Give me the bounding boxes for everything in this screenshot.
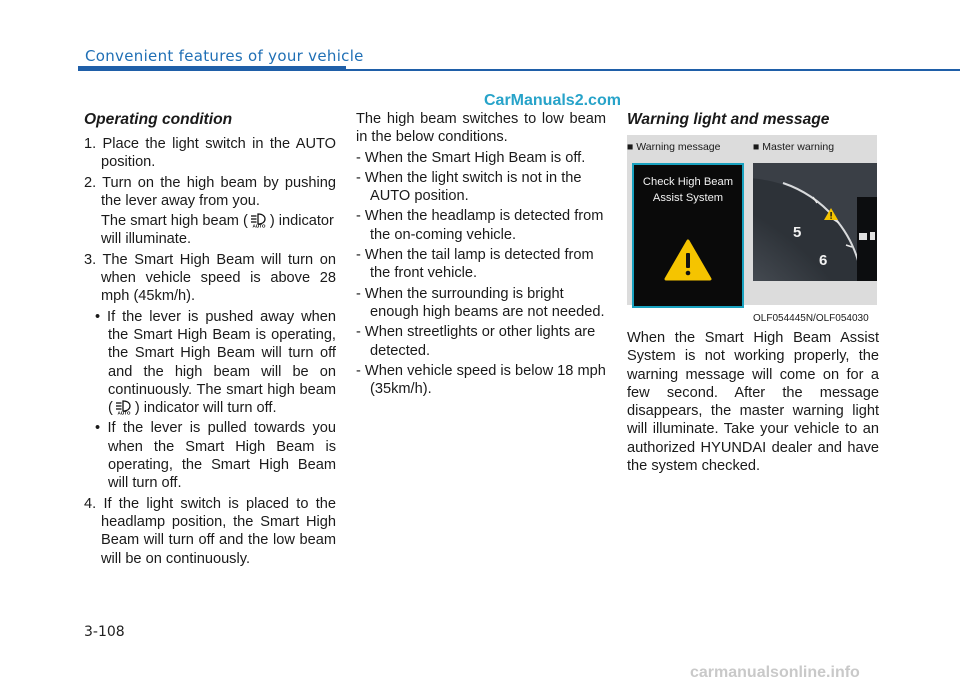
condition-item: - When vehicle speed is below 18 mph (35km/h). [356,362,606,398]
warning-figure [627,135,877,305]
screen-line-2: Assist System [652,192,724,204]
condition-text: When the surrounding is bright enough high beams are not needed. [364,285,605,320]
step-text: The Smart High Beam will turn on when vehicle speed is above 28 mph (45km/h). [101,251,336,305]
step-number: 3. [84,251,97,268]
step-3 [84,251,336,306]
step-text: Place the light switch in the AUTO position. [101,136,336,171]
step-number: 2. [84,174,97,191]
watermark-top[interactable]: CarManuals2.com [484,92,621,109]
watermark-bottom[interactable]: carmanualsonline.info [690,664,860,681]
condition-item: - When the surrounding is bright enough high beams are not needed. [356,285,605,320]
instrument-cluster-photo [753,163,877,281]
figure-label-master-warning: ■ Master warning [753,141,835,153]
warning-body-text: When the Smart High Beam Assist System is not working properly, the warning message will come on for a few second. After the message disappears, the master warning light will illuminate. Take your vehicle to an authorized HYUNDAI dealer and have the system checked. [627,330,879,475]
icon-label: AUTO [252,223,266,229]
step-1 [84,135,336,172]
column-operating-condition [84,110,336,570]
step-number: 1. [84,136,97,152]
bullet-text: If the lever is pulled towards you when the Smart High Beam is operating, the Smart High Beam will turn off. [107,420,336,492]
intro-text: The high beam switches to low beam in the below conditions. [356,111,606,146]
icon-label: AUTO [117,410,131,416]
figure-label-warning-message: ■ Warning message [627,141,721,153]
bullet-text: If the lever is pushed away when the Smart High Beam is operating, the Smart High Beam will turn off and the high beam will be on continuously. The smart high beam ( [107,308,337,417]
note-text: ) indicator will illuminate. [101,213,334,248]
condition-text: When streetlights or other lights are detected. [364,324,596,359]
step-4 [84,495,336,568]
heading-operating-condition: Operating condition [84,111,233,128]
page-number: 3-108 [84,624,125,640]
column-warning-light [627,110,879,475]
step-2 [84,174,336,211]
condition-text: When the tail lamp is detected from the front vehicle. [364,247,594,282]
header-rule-thin [346,69,960,71]
section-title: Convenient features of your vehicle [85,47,364,65]
gauge-number-6: 6 [819,252,828,269]
step-2-note [84,212,336,249]
warning-triangle-icon [663,238,713,282]
column-low-beam-conditions [356,110,606,400]
smart-high-beam-icon [113,400,135,415]
condition-item: - When the tail lamp is detected from the front vehicle. [356,247,594,282]
gauge-number-5: 5 [793,224,802,241]
figure-labels [627,135,877,153]
cluster-message-screen [632,163,744,308]
screen-message [634,174,742,206]
screen-line-1: Check High Beam [642,176,734,188]
condition-item: - When streetlights or other lights are detected. [356,324,596,359]
condition-item: - When the Smart High Beam is off. [356,149,586,166]
step-text: If the light switch is placed to the headlamp position, the Smart High Beam will turn off and the low beam will be on continuously. [101,495,336,567]
bullet-lever-pushed: • If the lever is pushed away when the Smart High Beam is operating, the Smart High Beam will turn off and the high beam will be on continuously. The smart high beam ( AUTO ) indicator will turn off. [95,308,337,417]
condition-text: When the Smart High Beam is off. [364,149,586,166]
header-rule-thick [78,66,346,71]
smart-high-beam-icon [248,213,270,228]
condition-text: When vehicle speed is below 18 mph (35km/h). [364,362,606,398]
condition-text: When the light switch is not in the AUTO position. [364,169,582,205]
heading-warning-light: Warning light and message [627,111,830,128]
step-text: Turn on the high beam by pushing the lever away from you. [101,174,336,209]
figure-code-row [627,305,879,325]
bullet-text: ) indicator will turn off. [134,400,277,417]
step-number: 4. [84,495,97,512]
condition-item: - When the headlamp is detected from the on-coming vehicle. [356,208,604,243]
figure-code: OLF054445N/OLF054030 [753,313,869,324]
condition-text: When the headlamp is detected from the on-coming vehicle. [364,208,604,243]
condition-item: - When the light switch is not in the AUTO position. [356,169,582,205]
bullet-lever-pulled: • If the lever is pulled towards you when the Smart High Beam is operating, the Smart High Beam will turn off. [95,420,336,492]
gauge-illustration [753,163,877,281]
note-text: The smart high beam ( [101,213,248,230]
